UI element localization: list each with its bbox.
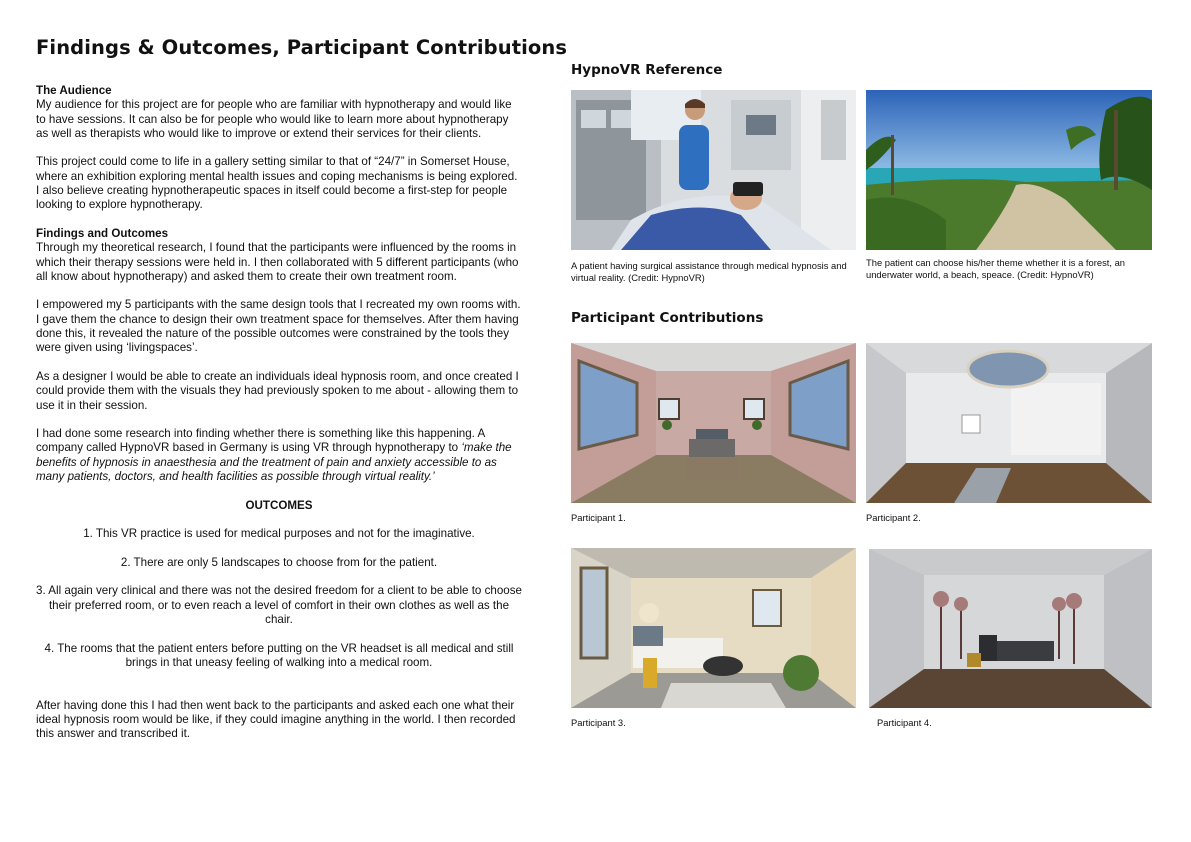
participant-2-caption: Participant 2. <box>866 512 921 523</box>
page-title: Findings & Outcomes, Participant Contributions <box>36 36 568 59</box>
findings-paragraph-1: Through my theoretical research, I found that the participants were influenced by the rooms in which their therapy sessions were held in. I then collaborated with 5 different participants (who all know about hypnotherapy) and asked them to create their own treatment room. <box>36 241 519 283</box>
audience-paragraph-2: This project could come to life in a gallery setting similar to that of “24/7” in Somerset House, where an exhibition exploring mental health issues and coping mechanisms is being explored. I also believe creating hypnotherapeutic spaces in itself could become a first-step for people looking to explore hypnotherapy. <box>36 155 518 212</box>
participant-3-room-render <box>571 548 856 708</box>
hypnovr-caption-2: The patient can choose his/her theme whether it is a forest, an underwater world, a beach, speace. (Credit: HypnoVR) <box>866 257 1125 280</box>
findings-paragraph-3: As a designer I would be able to create an individuals ideal hypnosis room, and once created I could provide them with the visuals they had previously spoken to me about - allowing them to use it in their session. <box>36 369 519 412</box>
participant-1-room-render <box>571 343 856 503</box>
participant-1-caption: Participant 1. <box>571 512 626 523</box>
hypnovr-beach-photo <box>866 90 1152 250</box>
hypnovr-quote: ‘make the benefits of hypnosis in anaesthesia and the treatment of pain and anxiety accessible to as many patients, doctors, and health facilities as possible through virtual reality.’ <box>36 441 512 484</box>
outcome-item-4: 4. The rooms that the patient enters before putting on the VR headset is all medical and still brings in that uneasy feeling of walking into a medical room. <box>44 641 514 669</box>
participant-contributions-heading: Participant Contributions <box>571 310 764 326</box>
findings-paragraph-4-intro: I had done some research into finding whether there is something like this happening. A company called HypnoVR based in Germany is using VR through hypnotherapy to <box>36 427 485 455</box>
outcome-item-3: 3. All again very clinical and there was not the desired freedom for a client to be able to choose their preferred room, or to even reach a level of comfort in their own clothes as well as the chair. <box>36 584 522 626</box>
participant-3-caption: Participant 3. <box>571 717 626 728</box>
participant-4-caption: Participant 4. <box>877 717 932 728</box>
body-text-column <box>36 84 522 756</box>
outcomes-heading: OUTCOMES <box>245 498 313 512</box>
findings-paragraph-4 <box>36 427 522 484</box>
audience-paragraph-1: My audience for this project are for people who are familiar with hypnotherapy and would like to have sessions. It can also be for people who would like to learn more about hypnotherapy as well as therapists who would like to improve or extend their services for their clients. <box>36 98 512 140</box>
outcome-item-2: 2. There are only 5 landscapes to choose from for the patient. <box>120 555 438 569</box>
participant-2-room-render <box>866 343 1152 503</box>
participant-4-room-render <box>869 549 1152 708</box>
audience-heading: The Audience <box>36 84 112 97</box>
findings-paragraph-2: I empowered my 5 participants with the same design tools that I recreated my own rooms with. I gave them the chance to design their own treatment space for themselves. After them having done this, it revealed the nature of the possible outcomes were constrained by the tools they were given using ‘livingspaces’. <box>36 298 521 355</box>
hypnovr-surgery-photo <box>571 90 856 250</box>
hypnovr-caption-1: A patient having surgical assistance through medical hypnosis and virtual reality. (Credit: HypnoVR) <box>571 260 847 283</box>
findings-heading: Findings and Outcomes <box>36 226 169 240</box>
hypnovr-heading: HypnoVR Reference <box>571 62 723 78</box>
closing-paragraph: After having done this I had then went back to the participants and asked each one what their ideal hypnosis room would be like, if they could imagine anything in the world. I then recorded this answer and transcribed it. <box>36 698 516 741</box>
outcome-item-1: 1. This VR practice is used for medical purposes and not for the imaginative. <box>83 527 475 541</box>
